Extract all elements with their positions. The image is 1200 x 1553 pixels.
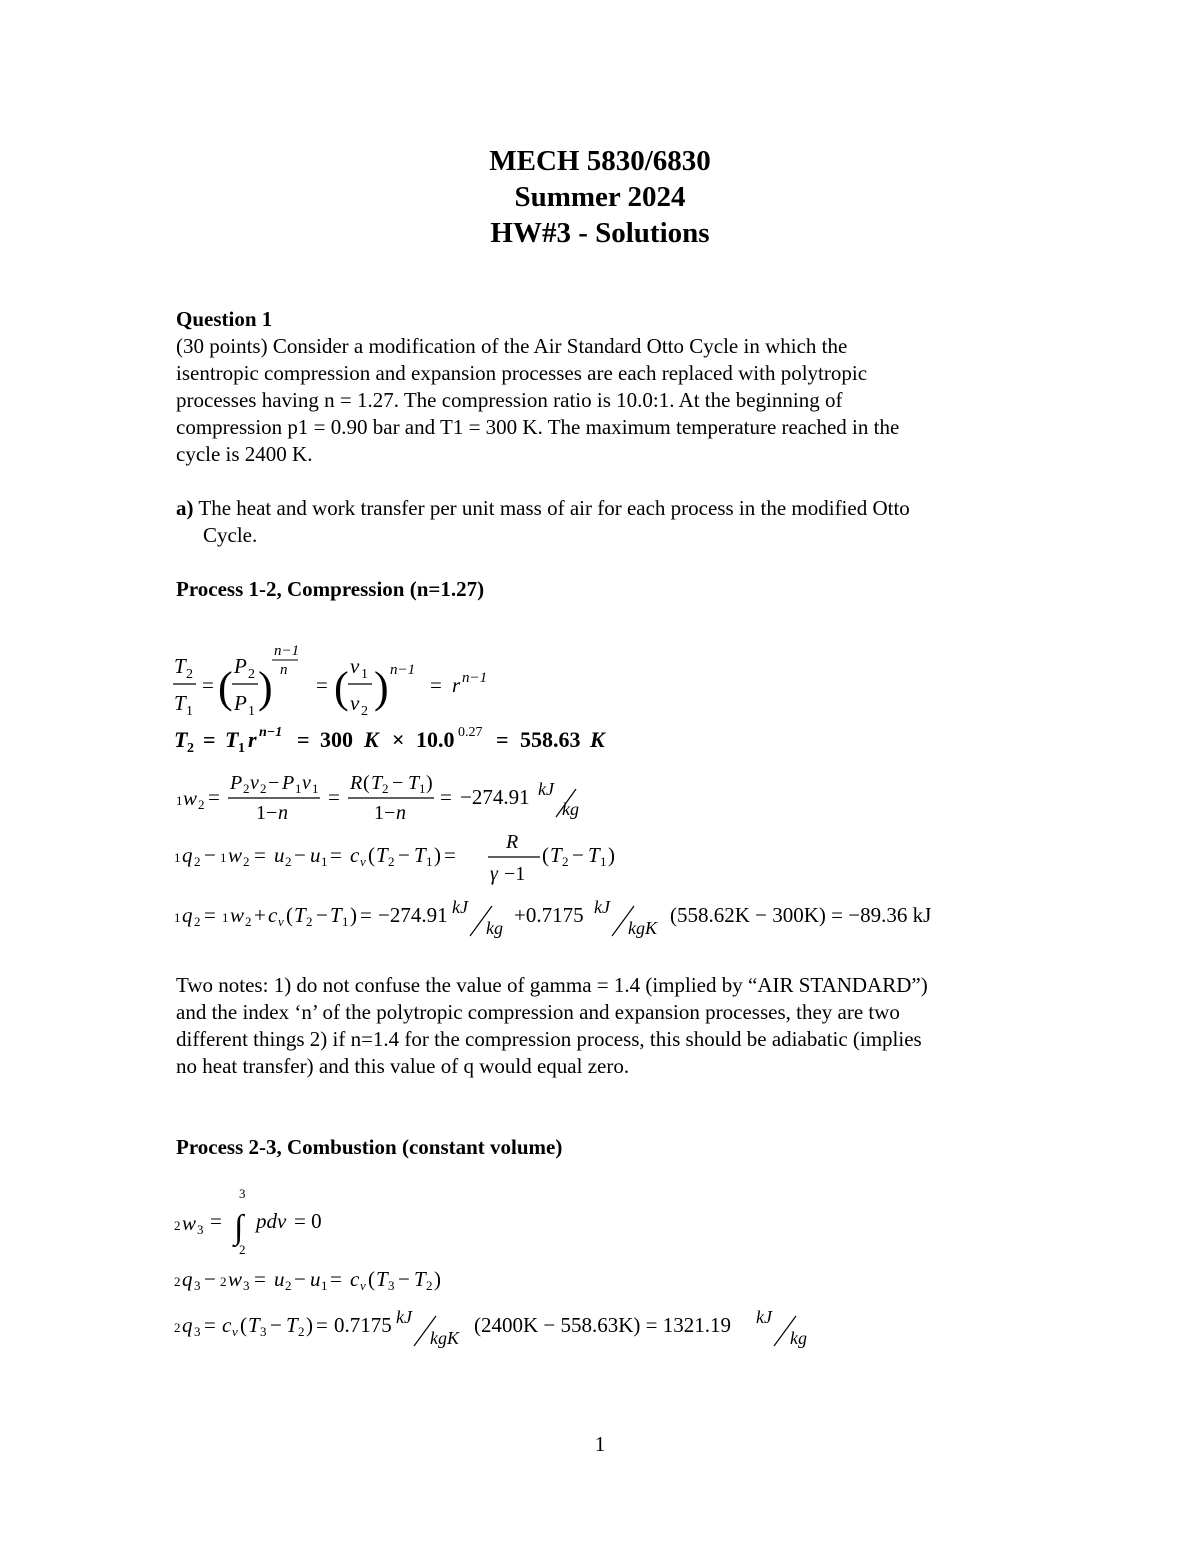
svg-text:T: T [286, 1313, 298, 1337]
svg-text:T: T [330, 903, 342, 927]
svg-text:v: v [302, 772, 311, 794]
equation-temperature-ratio [170, 640, 570, 720]
svg-text:1: 1 [312, 781, 319, 796]
svg-text:(: ( [286, 903, 293, 927]
svg-text:(: ( [368, 1267, 375, 1291]
work-1-2-value: −274.91 [460, 785, 530, 809]
svg-text:kg: kg [562, 799, 579, 819]
svg-text:2: 2 [186, 667, 193, 682]
question-line-2: isentropic compression and expansion processes are each replaced with polytropic [176, 361, 868, 385]
svg-text:T: T [248, 1313, 260, 1337]
svg-text:): ) [426, 772, 433, 794]
svg-text:2: 2 [382, 781, 389, 796]
svg-text:2: 2 [285, 1278, 292, 1293]
svg-text:2: 2 [243, 781, 250, 796]
heat-1-2-result: (558.62K − 300K) = −89.36 kJ [670, 903, 932, 927]
svg-text:−: − [204, 1267, 216, 1291]
svg-text:−: − [572, 843, 584, 867]
svg-text:n−1: n−1 [259, 725, 283, 740]
svg-text:3: 3 [243, 1278, 250, 1293]
svg-text:): ) [374, 663, 389, 712]
notes-line-3: different things 2) if n=1.4 for the compression process, this should be adiabatic (implies [176, 1027, 922, 1051]
question-line-3: processes having n = 1.27. The compression ratio is 10.0:1. At the beginning of [176, 388, 843, 412]
svg-text:1−: 1− [256, 802, 278, 824]
svg-text:(: ( [363, 772, 370, 794]
svg-text:w: w [228, 843, 243, 867]
svg-text:w: w [228, 1267, 243, 1291]
svg-text:kJ: kJ [594, 897, 610, 917]
svg-text:kg: kg [790, 1328, 807, 1348]
svg-text:−: − [316, 903, 328, 927]
svg-text:2: 2 [174, 1218, 181, 1233]
svg-text:1: 1 [238, 741, 245, 756]
svg-text:n: n [280, 662, 288, 678]
svg-text:v: v [232, 1324, 238, 1339]
svg-text:T: T [376, 1267, 388, 1291]
svg-text:R: R [350, 772, 363, 794]
svg-text:T: T [376, 843, 388, 867]
assignment-title: HW#3 - Solutions [490, 217, 710, 249]
svg-text:2: 2 [260, 781, 267, 796]
svg-text:3: 3 [260, 1324, 267, 1339]
part-a-text-cont: Cycle. [203, 523, 258, 547]
svg-text:=: = [440, 785, 452, 809]
svg-text:n: n [396, 802, 406, 824]
svg-text:−: − [392, 772, 404, 794]
svg-text:P: P [234, 654, 247, 678]
svg-text:1: 1 [321, 1278, 328, 1293]
svg-text:v: v [360, 1278, 366, 1293]
svg-text:+: + [254, 903, 266, 927]
svg-text:): ) [306, 1313, 313, 1337]
svg-text:2: 2 [388, 854, 395, 869]
svg-text:2: 2 [194, 914, 201, 929]
svg-text:−: − [270, 1313, 282, 1337]
svg-text:1: 1 [248, 704, 255, 719]
svg-text:0.27: 0.27 [458, 725, 483, 740]
svg-text:=: = [430, 673, 442, 697]
svg-text:P: P [230, 772, 243, 794]
svg-text:T: T [294, 903, 306, 927]
svg-text:(: ( [240, 1313, 247, 1337]
equation-heat-2-3 [170, 1300, 870, 1354]
svg-text:n−1: n−1 [274, 643, 300, 659]
svg-text:): ) [350, 903, 357, 927]
question-line-1: (30 points) Consider a modification of the Air Standard Otto Cycle in which the [176, 334, 848, 358]
question-heading: Question 1 [176, 307, 273, 331]
svg-text:u: u [274, 1267, 285, 1291]
svg-text:2: 2 [243, 854, 250, 869]
svg-text:kJ: kJ [756, 1307, 772, 1327]
heat-2-3-result: (2400K − 558.63K) = 1321.19 [474, 1313, 732, 1337]
svg-text:3: 3 [197, 1222, 204, 1237]
svg-text:T: T [588, 843, 600, 867]
svg-text:q: q [182, 1267, 193, 1291]
svg-text:T: T [225, 727, 239, 752]
svg-text:558.63: 558.63 [520, 727, 581, 752]
svg-text:w: w [230, 903, 245, 927]
heat-2-3-cv-value: 0.7175 [334, 1313, 392, 1337]
svg-text:−: − [294, 1267, 306, 1291]
svg-text:T: T [550, 843, 562, 867]
svg-text:R: R [506, 831, 519, 853]
svg-text:n−1: n−1 [462, 670, 488, 686]
svg-text:= 0: = 0 [294, 1209, 322, 1233]
svg-text:∫: ∫ [234, 1209, 244, 1246]
svg-text:10.0: 10.0 [416, 727, 455, 752]
svg-text:2: 2 [248, 667, 255, 682]
heat-1-2-work-value: −274.91 [378, 903, 448, 927]
course-title: MECH 5830/6830 [489, 145, 711, 177]
term-title: Summer 2024 [514, 181, 686, 213]
svg-text:=: = [496, 727, 509, 752]
svg-text:−: − [204, 843, 216, 867]
svg-text:−: − [398, 843, 410, 867]
svg-text:3: 3 [239, 1186, 246, 1201]
svg-text:c: c [350, 843, 360, 867]
svg-text:2: 2 [306, 914, 313, 929]
svg-text:v: v [278, 914, 284, 929]
svg-text:2: 2 [562, 854, 569, 869]
svg-text:v: v [360, 854, 366, 869]
svg-text:1: 1 [342, 914, 349, 929]
svg-text:3: 3 [388, 1278, 395, 1293]
part-a-label: a) [176, 496, 194, 520]
svg-text:2: 2 [298, 1324, 305, 1339]
svg-text:T: T [174, 727, 188, 752]
svg-text:1: 1 [426, 854, 433, 869]
page-number: 1 [594, 1432, 606, 1456]
svg-text:kJ: kJ [538, 779, 554, 799]
svg-text:w: w [182, 1211, 197, 1235]
svg-text:u: u [274, 843, 285, 867]
svg-text:kgK: kgK [430, 1328, 459, 1348]
svg-text:2: 2 [194, 854, 201, 869]
svg-text:=: = [316, 1313, 328, 1337]
notes-line-2: and the index ‘n’ of the polytropic compression and expansion processes, they are two [176, 1000, 900, 1024]
svg-text:(: ( [218, 663, 233, 712]
svg-text:2: 2 [361, 704, 368, 719]
svg-text:u: u [310, 1267, 321, 1291]
svg-text:2: 2 [285, 854, 292, 869]
svg-text:2: 2 [426, 1278, 433, 1293]
svg-text:q: q [182, 843, 193, 867]
svg-text:K: K [590, 727, 605, 752]
svg-text:n: n [278, 802, 288, 824]
svg-text:=: = [204, 903, 216, 927]
part-a [176, 495, 910, 522]
equation-energy-balance-1-2 [170, 828, 650, 890]
equation-t2-result [170, 722, 650, 756]
svg-text:=: = [204, 1313, 216, 1337]
svg-text:1: 1 [186, 704, 193, 719]
svg-text:): ) [434, 1267, 441, 1291]
svg-text:3: 3 [194, 1278, 201, 1293]
question-line-5: cycle is 2400 K. [176, 442, 313, 466]
svg-text:γ: γ [490, 863, 498, 885]
svg-text:v: v [350, 691, 360, 715]
svg-text:P: P [234, 691, 247, 715]
svg-text:(: ( [368, 843, 375, 867]
svg-text:−: − [294, 843, 306, 867]
svg-text:T: T [371, 772, 383, 794]
equation-work-2-3 [170, 1186, 430, 1258]
equation-energy-balance-2-3 [170, 1262, 530, 1296]
svg-text:=: = [316, 673, 328, 697]
svg-text:r: r [452, 673, 461, 697]
svg-text:pdv: pdv [256, 1209, 287, 1233]
svg-text:n−1: n−1 [390, 662, 416, 678]
svg-text:T: T [174, 654, 186, 678]
svg-text:1: 1 [174, 910, 181, 925]
svg-text:1: 1 [295, 781, 302, 796]
svg-text:1: 1 [176, 793, 183, 808]
svg-text:−: − [268, 772, 280, 794]
svg-text:=: = [254, 843, 266, 867]
svg-text:=: = [360, 903, 372, 927]
svg-text:c: c [268, 903, 278, 927]
svg-text:1: 1 [220, 850, 227, 865]
svg-text:1: 1 [222, 910, 229, 925]
svg-text:=: = [208, 785, 220, 809]
svg-text:2: 2 [220, 1274, 227, 1289]
svg-text:=: = [202, 673, 214, 697]
process-2-3-heading: Process 2-3, Combustion (constant volume) [176, 1135, 563, 1159]
svg-text:T: T [414, 843, 426, 867]
svg-text:1: 1 [321, 854, 328, 869]
svg-text:2: 2 [174, 1274, 181, 1289]
svg-text:c: c [350, 1267, 360, 1291]
notes-line-4: no heat transfer) and this value of q would equal zero. [176, 1054, 630, 1078]
svg-text:=: = [328, 785, 340, 809]
notes-line-1: Two notes: 1) do not confuse the value of gamma = 1.4 (implied by “AIR STANDARD”) [176, 973, 928, 997]
svg-text:): ) [608, 843, 615, 867]
svg-text:v: v [250, 772, 259, 794]
svg-text:=: = [203, 727, 216, 752]
svg-text:kJ: kJ [396, 1307, 412, 1327]
svg-text:(: ( [334, 663, 349, 712]
svg-text:2: 2 [198, 797, 205, 812]
svg-text:w: w [183, 786, 198, 810]
svg-text:=: = [254, 1267, 266, 1291]
svg-text:−: − [398, 1267, 410, 1291]
svg-text:2: 2 [187, 741, 194, 756]
svg-text:300: 300 [320, 727, 353, 752]
svg-text:kg: kg [486, 918, 503, 938]
svg-text:K: K [364, 727, 379, 752]
svg-text:3: 3 [194, 1324, 201, 1339]
svg-text:=: = [297, 727, 310, 752]
svg-text:T: T [174, 691, 186, 715]
svg-text:×: × [392, 727, 405, 752]
svg-text:r: r [248, 727, 257, 752]
svg-text:(: ( [542, 843, 549, 867]
svg-text:u: u [310, 843, 321, 867]
svg-text:q: q [182, 1313, 193, 1337]
svg-text:1−: 1− [374, 802, 396, 824]
equation-work-1-2 [170, 765, 650, 825]
svg-text:): ) [434, 843, 441, 867]
process-1-2-heading: Process 1-2, Compression (n=1.27) [176, 577, 485, 601]
svg-text:=: = [444, 843, 456, 867]
svg-text:v: v [350, 654, 360, 678]
question-line-4: compression p1 = 0.90 bar and T1 = 300 K. The maximum temperature reached in the [176, 415, 900, 439]
svg-text:−1: −1 [504, 863, 526, 885]
svg-text:1: 1 [600, 854, 607, 869]
svg-text:T: T [414, 1267, 426, 1291]
svg-text:2: 2 [239, 1242, 246, 1257]
svg-text:1: 1 [419, 781, 426, 796]
svg-text:): ) [258, 663, 273, 712]
svg-text:P: P [282, 772, 295, 794]
svg-text:2: 2 [245, 914, 252, 929]
svg-text:=: = [330, 843, 342, 867]
svg-text:1: 1 [174, 850, 181, 865]
svg-text:=: = [210, 1209, 222, 1233]
heat-1-2-cv-value: +0.7175 [514, 903, 584, 927]
svg-text:c: c [222, 1313, 232, 1337]
equation-heat-1-2 [170, 890, 1000, 944]
svg-text:2: 2 [174, 1320, 181, 1335]
svg-text:=: = [330, 1267, 342, 1291]
svg-text:kgK: kgK [628, 918, 657, 938]
svg-text:q: q [182, 903, 193, 927]
part-a-text: The heat and work transfer per unit mass of air for each process in the modified Otto [198, 496, 910, 520]
svg-text:T: T [408, 772, 420, 794]
svg-text:kJ: kJ [452, 897, 468, 917]
svg-text:1: 1 [361, 667, 368, 682]
